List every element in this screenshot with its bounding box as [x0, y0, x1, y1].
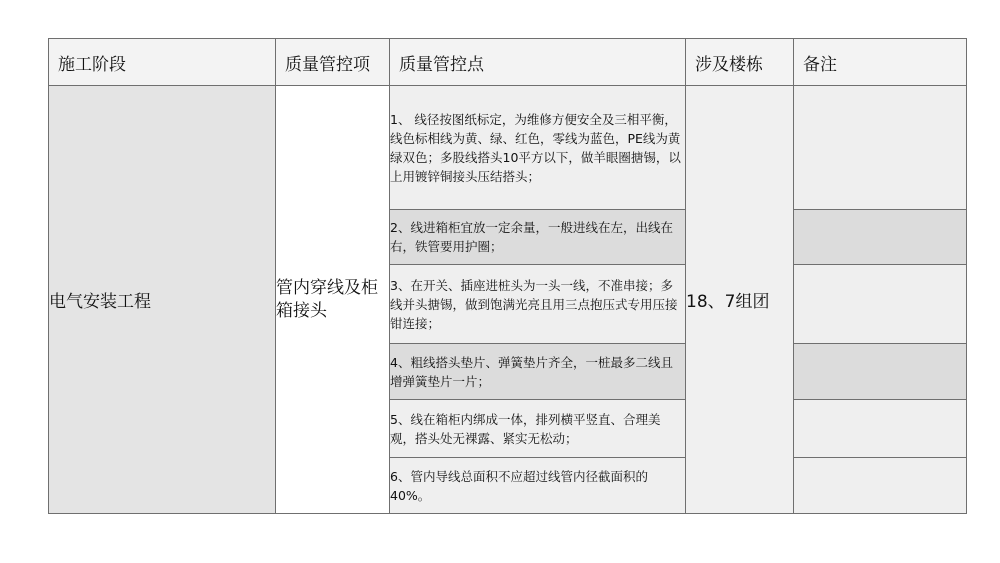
control-point-1: 1、 线径按图纸标定，为维修方便安全及三相平衡，线色标相线为黄、绿、红色，零线为蓝色，PE线为黄绿双色；多股线搭头10平方以下，做羊眼圈搪锡，以上用镀锌铜接头压结搭头；: [390, 86, 686, 210]
note-cell-3: [794, 265, 967, 344]
control-point-2: 2、线进箱柜宜放一定余量，一般进线在左，出线在右，铁管要用护圈；: [390, 210, 686, 265]
item-cell: 管内穿线及柜箱接头: [276, 86, 390, 514]
buildings-cell: 18、7组团: [686, 86, 794, 514]
control-point-6: 6、管内导线总面积不应超过线管内径截面积的40%。: [390, 458, 686, 514]
note-cell-6: [794, 458, 967, 514]
table-row: [49, 86, 967, 210]
header-row: [49, 39, 967, 86]
stage-cell: 电气安装工程: [49, 86, 276, 514]
note-cell-5: [794, 400, 967, 458]
control-point-4: 4、粗线搭头垫片、弹簧垫片齐全，一桩最多二线且增弹簧垫片一片；: [390, 344, 686, 400]
note-cell-2: [794, 210, 967, 265]
control-point-3: 3、在开关、插座进桩头为一头一线，不准串接；多线并头搪锡，做到饱满光亮且用三点抱压式专用压接钳连接；: [390, 265, 686, 344]
header-buildings: 涉及楼栋: [686, 39, 794, 86]
header-notes: 备注: [794, 39, 967, 86]
header-item: 质量管控项: [276, 39, 390, 86]
header-stage: 施工阶段: [49, 39, 276, 86]
header-point: 质量管控点: [390, 39, 686, 86]
note-cell-4: [794, 344, 967, 400]
note-cell-1: [794, 86, 967, 210]
control-point-5: 5、线在箱柜内绑成一体，排列横平竖直、合理美观，搭头处无裸露、紧实无松动；: [390, 400, 686, 458]
quality-control-table: [48, 38, 967, 514]
